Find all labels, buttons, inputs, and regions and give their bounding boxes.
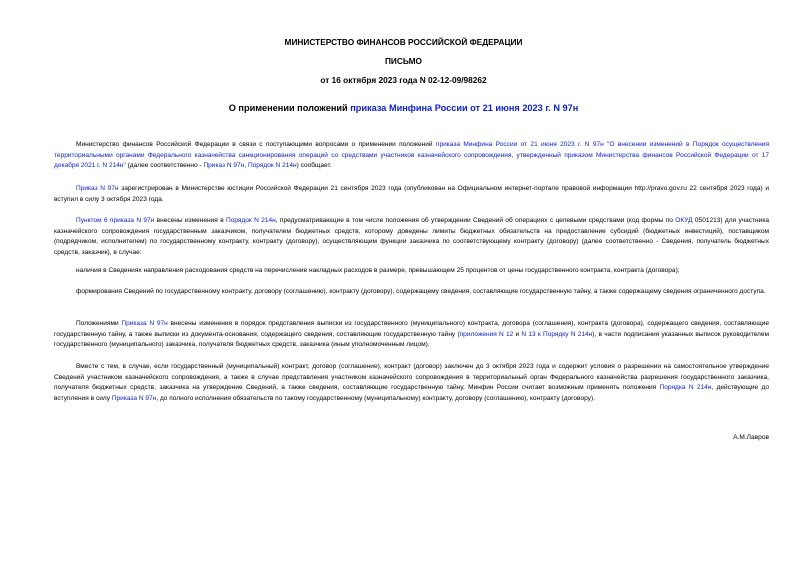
paragraph-7 bbox=[54, 362, 769, 404]
p7-link-prikaz-97n[interactable]: Приказа N 97н bbox=[111, 394, 157, 402]
p1-text-2: (далее соответственно - bbox=[125, 162, 204, 170]
p6-text-1: Положениями bbox=[76, 320, 122, 327]
p7-text-2: , действующие до вступления в силу bbox=[54, 384, 769, 402]
p1-text-1: Министерство финансов Российской Федерации в связи с поступающими вопросами о применении положений bbox=[76, 141, 436, 148]
p6-text-4: ), в части подписания указанных выписок руководителем государственного (муниципального) заказчика, получателя бюджетных средств, заказчика (иным уполномоченным лицом). bbox=[54, 330, 770, 349]
p7-link-poryadok-214n[interactable]: Порядка N 214н bbox=[659, 384, 712, 392]
paragraph-1 bbox=[54, 140, 769, 172]
p1-text-4: ) сообщает. bbox=[296, 162, 332, 170]
document-type: ПИСЬМО bbox=[384, 56, 423, 66]
p6-text-2: внесены изменения в порядок представления выписки из государственного (муниципального) контракта, договора (соглашения), контракта (договора), содержащего сведения, составляющие государственную тайну, а также выписки из документа-основания, содержащего сведения, составляющие государственную тайну ( bbox=[54, 320, 769, 338]
p6-link-appendix-12[interactable]: приложения N 12 bbox=[459, 330, 514, 338]
p4-text-1: наличия в Сведениях направления расходования средств на перечисление накладных расходов в размере, превышающем 25 процентов от цены государственного контракта, контракта (договора); bbox=[76, 267, 680, 274]
p3-link-poryadok-214n[interactable]: Порядок N 214н bbox=[226, 217, 276, 224]
p6-text-3: и bbox=[513, 330, 522, 338]
p1-link-order-97n[interactable]: приказа Минфина России от 21 июня 2023 г. N 97н "О внесении изменений в Порядок осуществления территориальными органами Федерального казначейства санкционирования операций со средствами участников казначейского сопровождения, утвержденный приказом Министерства финансов Российской Федерации от 17 декабря 2021 г. N 214н" bbox=[54, 141, 769, 170]
signature: А.М.Лавров bbox=[733, 434, 769, 441]
p3-link-item-6[interactable]: Пунктом 6 приказа N 97н bbox=[76, 217, 155, 224]
date-number: от 16 октября 2023 года N 02-12-09/98262 bbox=[320, 75, 487, 85]
subject-link-order-97n[interactable]: приказа Минфина России от 21 июня 2023 г. N 97н bbox=[350, 103, 579, 113]
paragraph-6 bbox=[54, 319, 769, 351]
p6-link-appendix-13[interactable]: N 13 к Порядку N 214н bbox=[521, 330, 593, 338]
document-subject bbox=[0, 103, 807, 114]
p3-text-1: внесены изменения в bbox=[154, 217, 227, 224]
p3-text-2: , предусматривающие в том числе положения об утверждении Сведений об операциях с целевыми средствами (код формы по bbox=[275, 217, 676, 224]
ministry-header: МИНИСТЕРСТВО ФИНАНСОВ РОССИЙСКОЙ ФЕДЕРАЦИИ bbox=[284, 37, 523, 47]
p1-link-prikaz-97n[interactable]: Приказ N 97н bbox=[203, 162, 245, 170]
p3-link-okud[interactable]: ОКУД bbox=[675, 217, 693, 224]
p1-link-poryadok-214n[interactable]: Порядок N 214н bbox=[247, 162, 297, 170]
p1-text-3: , bbox=[244, 162, 248, 170]
p3-text-3: 0501213) для участника казначейского сопровождения государственным заказчиком, получателем бюджетных средств, которому доведены лимиты бюджетных обязательств на предоставление субсидий (бюджетных инвестиций), поставщиком (подрядчиком, исполнителем) по государственному контракту, контракту (договору), осуществляющим функции заказчика по соответствующему контракту (договору) (далее соответственно - Сведения, получатель бюджетных средств, заказчик), в случае: bbox=[54, 217, 769, 256]
paragraph-4 bbox=[54, 266, 769, 277]
subject-prefix: О применении положений bbox=[228, 103, 351, 113]
p5-text-1: формирования Сведений по государственному контракту, договору (соглашению), контракту (договору), содержащему сведения, составляющие государственную тайну, а также содержащему сведения ограниченного доступа. bbox=[76, 288, 766, 295]
paragraph-3 bbox=[54, 216, 769, 258]
p2-link-prikaz-97n[interactable]: Приказ N 97н bbox=[76, 185, 119, 192]
paragraph-5 bbox=[54, 287, 769, 298]
p7-text-3: , до полного исполнения обязательств по такому государственному (муниципальному) контракту, договору (соглашению), контракту (договору). bbox=[156, 394, 595, 402]
p6-link-prikaz-97n[interactable]: Приказа N 97н bbox=[121, 320, 168, 327]
p2-text-1: зарегистрирован в Министерстве юстиции Российской Федерации 21 сентября 2023 года (опубликован на Официальном интернет-портале правовой информации http://pravo.gov.ru 22 сентября 2023 года) и вступил в силу 3 октября 2023 года. bbox=[54, 185, 769, 203]
paragraph-2 bbox=[54, 184, 769, 205]
p7-text-1: Вместе с тем, в случае, если государственный (муниципальный) контракт, договор (соглашение), контракт (договор) заключен до 3 октября 2023 года и содержит условия о разрешении на самостоятельное утверждение Сведений участником казначейского сопровождения, а также в случае представления участником казначейского сопровождения в территориальный орган Федерального казначейства разрешения государственного заказчика, получателя бюджетных средств, заказчика на утверждение Сведений, а также сведения, составляющие государственную тайну, Минфин России считает возможным применять положения bbox=[54, 363, 769, 392]
